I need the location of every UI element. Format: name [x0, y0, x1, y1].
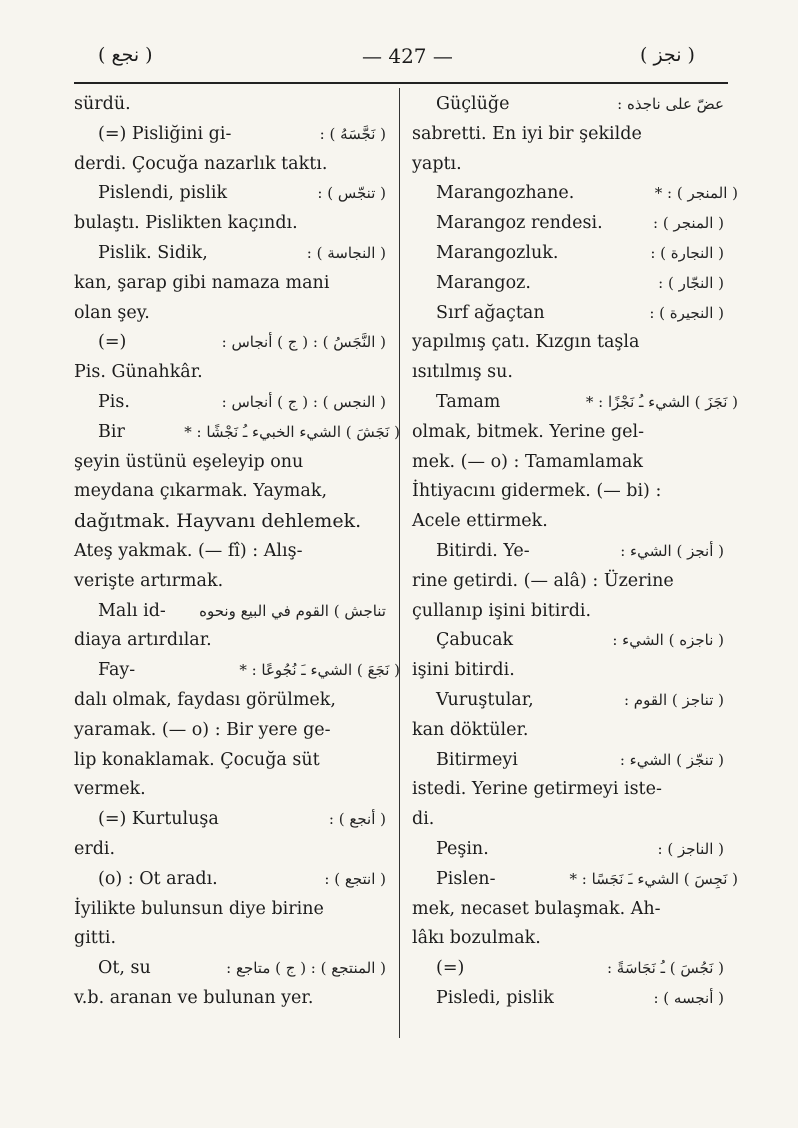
arabic-headword: ( النجس ) : ( ج ) أنجاس :	[221, 392, 386, 411]
entry-text: verişte artırmak.	[74, 570, 224, 591]
entry-line	[74, 120, 386, 150]
entry-text: (=)	[436, 958, 465, 979]
entry-line	[74, 775, 386, 805]
entry-text: Pis. Günahkâr.	[74, 362, 203, 383]
entry-line	[412, 209, 724, 239]
entry-text: dağıtmak. Hayvanı dehlemek.	[74, 510, 362, 533]
arabic-headword: ( تنجّز ) الشيء :	[619, 750, 724, 769]
entry-line	[412, 328, 724, 358]
arabic-headword: ( أنجع ) :	[328, 810, 386, 829]
entry-text: Acele ettirmek.	[412, 511, 548, 532]
arabic-headword: ( نَجَّسَهُ ) :	[319, 124, 386, 143]
entry-text: ısıtılmış su.	[412, 362, 513, 383]
arabic-headword: عضّ على ناجذه :	[617, 95, 724, 113]
entry-text: Marangozluk.	[436, 242, 559, 263]
entry-line	[412, 597, 724, 627]
entry-text: yaramak. (— o) : Bir yere ge-	[74, 719, 331, 740]
header-left-root: ( نجع )	[98, 44, 153, 66]
entry-text: dalı olmak, faydası görülmek,	[74, 689, 336, 710]
entry-text: (=) Kurtuluşa	[98, 809, 219, 830]
entry-line	[412, 567, 724, 597]
entry-text: Bitirdi. Ye-	[436, 540, 530, 561]
entry-line	[412, 924, 724, 954]
entry-line	[412, 269, 724, 299]
entry-text: çullanıp işini bitirdi.	[412, 600, 592, 621]
entry-text: Sırf ağaçtan	[436, 302, 545, 323]
entry-text: Malı id-	[98, 600, 166, 621]
entry-line	[74, 895, 386, 925]
entry-line	[74, 90, 386, 120]
entry-text: (=)	[98, 332, 127, 353]
entry-line	[412, 716, 724, 746]
entry-line	[412, 537, 724, 567]
entry-line	[74, 418, 400, 448]
entry-line	[412, 90, 724, 120]
entry-line	[74, 686, 386, 716]
entry-line	[74, 716, 386, 746]
entry-text: Pislik. Sidik,	[98, 242, 208, 263]
entry-text: sürdü.	[74, 94, 131, 114]
left-column	[74, 90, 400, 1014]
entry-line	[412, 984, 724, 1014]
entry-line	[412, 299, 724, 329]
arabic-headword: ( تنجّس ) :	[317, 184, 386, 203]
arabic-headword: ( المنتجع ) : ( ج ) متاجع :	[226, 959, 386, 978]
entry-line	[412, 239, 724, 269]
arabic-headword: ( نَجَشَ ) الشيء الخبيء ـُ نَجْشًا : *	[184, 418, 400, 448]
arabic-headword: ( النَّجَسُ ) : ( ج ) أنجاس :	[221, 333, 386, 352]
entry-text: v.b. aranan ve bulunan yer.	[74, 987, 314, 1008]
entry-line	[74, 865, 386, 895]
arabic-headword: ( أنجز ) الشيء :	[620, 541, 724, 560]
entry-text: Fay-	[98, 660, 136, 681]
arabic-headword: ( نَجِسَ ) الشيء ـَ نَجَسًا : *	[569, 865, 738, 895]
entry-line	[74, 358, 386, 388]
entry-line	[412, 120, 724, 150]
entry-text: sabretti. En iyi bir şekilde	[412, 123, 642, 144]
arabic-headword: ( النجيرة ) :	[649, 303, 724, 322]
arabic-headword: ( تناجز ) القوم :	[623, 690, 724, 709]
arabic-headword: ( النجاسة ) :	[306, 243, 386, 262]
entry-line	[74, 328, 386, 358]
arabic-headword: ( نَجُسَ ) ـُ نَجَاسَةً :	[606, 959, 724, 978]
entry-line	[412, 835, 724, 865]
entry-line	[74, 567, 386, 597]
entry-line	[412, 358, 724, 388]
entry-text: Bitirmeyi	[436, 749, 518, 770]
entry-line	[412, 775, 724, 805]
entry-text: bulaştı. Pislikten kaçındı.	[74, 213, 298, 234]
entry-line	[412, 150, 724, 180]
entry-line	[74, 805, 386, 835]
entry-line	[412, 865, 738, 895]
entry-text: Pis.	[98, 391, 130, 412]
entry-line	[74, 477, 386, 507]
entry-text: vermek.	[74, 779, 146, 800]
entry-text: kan, şarap gibi namaza mani	[74, 272, 330, 293]
entry-text: meydana çıkarmak. Yaymak,	[74, 481, 328, 502]
entry-text: Marangoz.	[436, 272, 531, 293]
arabic-headword: ( انتجع ) :	[324, 869, 386, 888]
entry-text: Çabucak	[436, 630, 514, 651]
entry-text: Peşin.	[436, 838, 489, 859]
entry-text: erdi.	[74, 838, 116, 859]
arabic-headword: ( نَجَزَ ) الشيء ـُ نَجْزًا : *	[586, 388, 738, 418]
entry-line	[412, 954, 724, 984]
arabic-headword: ( المنجر ) :	[653, 214, 724, 233]
right-column	[412, 90, 738, 1014]
entry-line	[74, 209, 386, 239]
arabic-headword: تناجش ) القوم في البيع ونحوه	[199, 601, 386, 620]
entry-text: (o) : Ot aradı.	[98, 868, 218, 889]
entry-line	[74, 835, 386, 865]
arabic-headword: ( ناجزه ) الشيء :	[612, 631, 724, 650]
entry-line	[74, 448, 386, 478]
entry-line	[412, 388, 738, 418]
entry-line	[412, 448, 724, 478]
entry-text: di.	[412, 809, 435, 830]
entry-line	[412, 418, 724, 448]
arabic-headword: ( أنجسه ) :	[653, 988, 724, 1007]
arabic-headword: ( الناجز ) :	[657, 839, 724, 858]
entry-text: yapılmış çatı. Kızgın taşla	[412, 332, 640, 353]
entry-text: Pislendi, pislik	[98, 183, 228, 204]
entry-text: mek. (— o) : Tamamlamak	[412, 451, 643, 472]
entry-text: (=) Pisliğini gi-	[98, 123, 232, 144]
entry-text: mek, necaset bulaşmak. Ah-	[412, 898, 661, 919]
entry-line	[74, 388, 386, 418]
entry-line	[412, 746, 724, 776]
entry-text: Marangozhane.	[436, 183, 575, 204]
entry-text: İhtiyacını gidermek. (— bi) :	[412, 481, 662, 502]
entry-line	[412, 179, 738, 209]
entry-line	[74, 299, 386, 329]
entry-text: lâkı bozulmak.	[412, 928, 541, 949]
entry-line	[74, 954, 386, 984]
entry-line	[74, 179, 386, 209]
entry-text: Marangoz rendesi.	[436, 213, 603, 234]
entry-line	[74, 984, 386, 1014]
entry-text: derdi. Çocuğa nazarlık taktı.	[74, 153, 328, 174]
entry-text: Tamam	[436, 391, 501, 412]
entry-text: olan şey.	[74, 302, 150, 323]
entry-text: Bir	[98, 421, 125, 442]
entry-text: olmak, bitmek. Yerine gel-	[412, 421, 645, 442]
entry-line	[412, 805, 724, 835]
entry-line	[412, 626, 724, 656]
entry-line	[74, 537, 386, 567]
entry-text: Pislen-	[436, 868, 496, 889]
entry-line	[412, 477, 724, 507]
entry-text: Vuruştular,	[436, 689, 534, 710]
entry-line	[74, 626, 386, 656]
entry-line	[74, 656, 400, 686]
entry-text: kan döktüler.	[412, 719, 529, 740]
entry-text: Ot, su	[98, 958, 151, 979]
arabic-headword: ( النجّار ) :	[658, 273, 724, 292]
entry-text: gitti.	[74, 928, 117, 949]
column-divider	[399, 88, 400, 1038]
entry-text: istedi. Yerine getirmeyi iste-	[412, 779, 662, 800]
entry-text: Pisledi, pislik	[436, 987, 554, 1008]
arabic-headword: ( المنجر ) : *	[655, 179, 738, 209]
entry-line	[74, 239, 386, 269]
entry-line	[74, 746, 386, 776]
entry-text: diaya artırdılar.	[74, 630, 212, 651]
header-rule	[74, 82, 728, 84]
entry-text: yaptı.	[412, 153, 462, 174]
entry-line	[74, 597, 386, 627]
entry-line	[412, 895, 724, 925]
entry-text: şeyin üstünü eşeleyip onu	[74, 451, 304, 472]
entry-line	[412, 686, 724, 716]
entry-text: Ateş yakmak. (— fî) : Alış-	[74, 540, 303, 561]
entry-line	[74, 269, 386, 299]
entry-text: işini bitirdi.	[412, 660, 515, 681]
entry-text: Güçlüğe	[436, 94, 510, 114]
arabic-headword: ( النجارة ) :	[650, 243, 724, 262]
entry-text: İyilikte bulunsun diye birine	[74, 898, 324, 919]
entry-line	[74, 924, 386, 954]
entry-text: rine getirdi. (— alâ) : Üzerine	[412, 570, 674, 591]
entry-line	[412, 507, 724, 537]
entry-line	[74, 507, 386, 537]
entry-line	[412, 656, 724, 686]
entry-text: lip konaklamak. Çocuğa süt	[74, 749, 320, 770]
header-right-root: ( نجز )	[640, 44, 695, 66]
page-number: — 427 —	[362, 44, 453, 68]
arabic-headword: ( نَجَعَ ) الشيء ـَ نُجُوعًا : *	[239, 656, 400, 686]
entry-line	[74, 150, 386, 180]
